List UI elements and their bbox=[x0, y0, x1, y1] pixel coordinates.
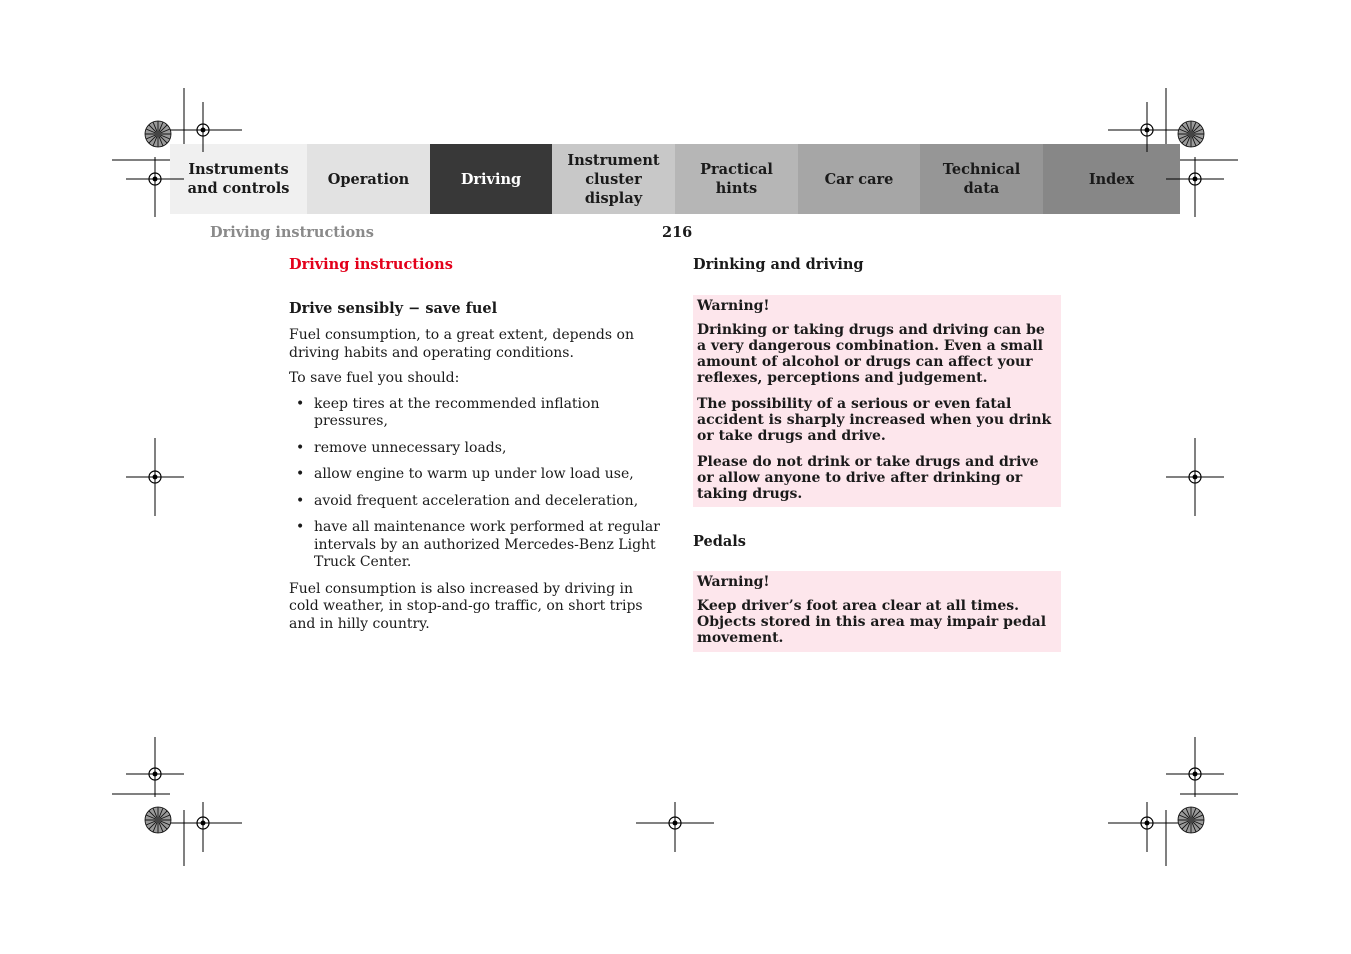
list-item-text: allow engine to warm up under low load use, bbox=[314, 466, 634, 482]
tab-instruments-and-controls[interactable]: Instruments and controls bbox=[170, 144, 307, 214]
warning-paragraph: Keep driver’s foot area clear at all times. Objects stored in this area may impair pedal movement. bbox=[697, 598, 1047, 646]
tab-operation[interactable]: Operation bbox=[307, 144, 430, 214]
closing-paragraph: Fuel consumption is also increased by driving in cold weather, in stop-and-go traffic, on short trips and in hilly country. bbox=[289, 580, 643, 632]
page-title: Driving instructions bbox=[289, 256, 453, 273]
warning-paragraph: Please do not drink or take drugs and drive or allow anyone to drive after drinking or taking drugs. bbox=[697, 454, 1039, 502]
bullet-icon: • bbox=[296, 492, 305, 509]
bullet-icon: • bbox=[296, 395, 305, 412]
intro-paragraph: Fuel consumption, to a great extent, depends on driving habits and operating conditions. bbox=[289, 327, 634, 361]
warning-paragraph: Drinking or taking drugs and driving can be a very dangerous combination. Even a small amount of alcohol or drugs can affect your reflexes, perceptions and judgement. bbox=[697, 322, 1045, 386]
warning-title: Warning! bbox=[697, 298, 770, 314]
heading-pedals: Pedals bbox=[693, 533, 746, 550]
list-item-text: remove unnecessary loads, bbox=[314, 439, 507, 456]
warning-paragraph: The possibility of a serious or even fatal accident is sharply increased when you drink or take drugs and drive. bbox=[697, 396, 1052, 444]
bullet-icon: • bbox=[296, 519, 305, 535]
tab-practical-hints[interactable]: Practical hints bbox=[675, 144, 798, 214]
subheading-drive-sensibly: Drive sensibly − save fuel bbox=[289, 300, 498, 317]
lead-paragraph: To save fuel you should: bbox=[289, 370, 460, 386]
warning-title: Warning! bbox=[697, 574, 770, 590]
bullet-icon: • bbox=[296, 439, 305, 456]
tab-driving[interactable]: Driving bbox=[430, 144, 552, 214]
tab-instrument-cluster-display[interactable]: Instrument cluster display bbox=[552, 144, 675, 214]
heading-drinking-and-driving: Drinking and driving bbox=[693, 256, 864, 273]
tab-index[interactable]: Index bbox=[1043, 144, 1180, 214]
page-number: 216 bbox=[662, 224, 693, 241]
tab-car-care[interactable]: Car care bbox=[798, 144, 920, 214]
list-item-text: have all maintenance work performed at regular intervals by an authorized Mercedes-Benz Light Truck Center. bbox=[314, 519, 660, 570]
bullet-icon: • bbox=[296, 466, 305, 482]
tab-technical-data[interactable]: Technical data bbox=[920, 144, 1043, 214]
list-item-text: keep tires at the recommended inflation pressures, bbox=[314, 395, 600, 429]
running-section-title: Driving instructions bbox=[210, 224, 374, 241]
list-item-text: avoid frequent acceleration and deceleration, bbox=[314, 492, 639, 509]
